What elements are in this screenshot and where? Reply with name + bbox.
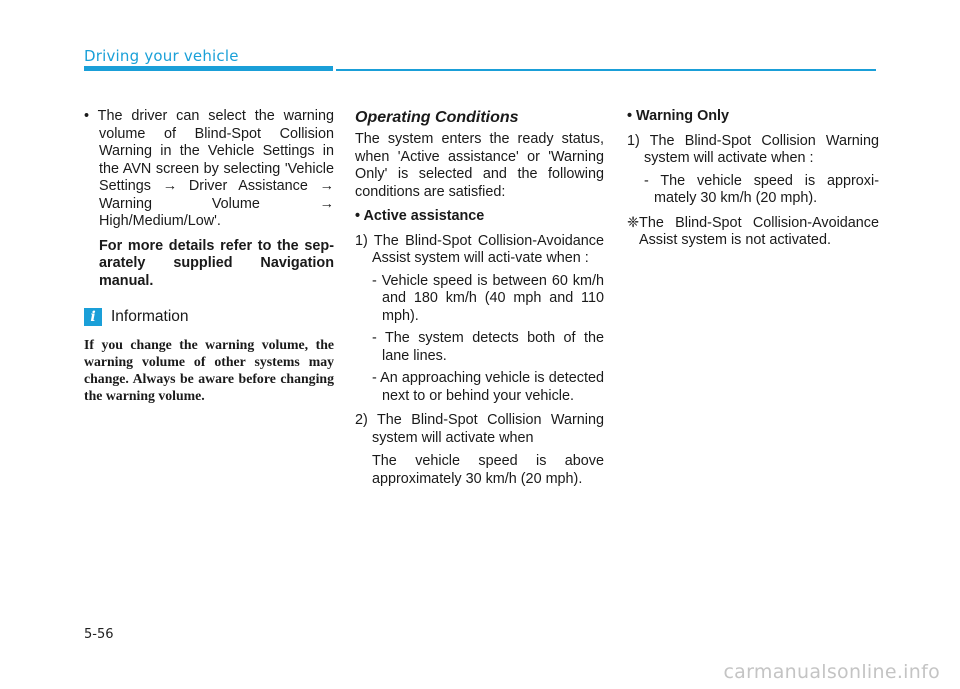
page-number: 5-56 <box>84 627 114 642</box>
information-text: If you change the warning volume, the warning volume of other systems may change. Always be aware before changing the warning volume. <box>84 337 334 403</box>
information-title: Information <box>111 308 189 326</box>
note-text: ❈The Blind-Spot Collision-Avoidance Assist system is not activated. <box>627 214 879 248</box>
watermark: carmanualsonline.info <box>723 661 940 683</box>
section-title: Driving your vehicle <box>84 47 239 65</box>
list-item: - An approaching vehicle is detected next to or behind your vehicle. <box>372 370 604 404</box>
header-rule-thin <box>336 69 876 71</box>
list-item: 1) The Blind-Spot Collision Warning system will activate when : <box>627 132 879 166</box>
operating-conditions-heading: Operating Conditions <box>355 109 519 126</box>
info-icon: i <box>84 308 102 326</box>
bullet-warning-volume: • The driver can select the warning volume of Blind-Spot Collision Warning in the Vehicle Settings in the AVN screen by selecting 'Vehicle Settings → Driver Assistance → Warning Volume → High/Medium/Low'. <box>84 108 334 229</box>
intro-paragraph: The system enters the ready status, when 'Active assistance' or 'Warning Only' is selected and the following conditions are satisfied: <box>355 131 604 200</box>
column-right <box>627 108 879 250</box>
warning-only-label: • Warning Only <box>627 108 730 124</box>
list-item: - The vehicle speed is approxi-mately 30 km/h (20 mph). <box>644 172 879 206</box>
list-item: - The system detects both of the lane lines. <box>372 330 604 364</box>
list-item: - Vehicle speed is between 60 km/h and 180 km/h (40 mph and 110 mph). <box>372 272 604 324</box>
navigation-manual-note: For more details refer to the sep-arately supplied Navigation manual. <box>99 237 334 289</box>
column-left <box>84 108 334 404</box>
header-rule-thick <box>84 66 333 71</box>
list-item: 2) The Blind-Spot Collision Warning system will activate when <box>355 412 604 446</box>
information-header <box>84 308 334 326</box>
active-assistance-label: • Active assistance <box>355 208 485 224</box>
column-middle <box>355 108 604 488</box>
list-item: 1) The Blind-Spot Collision-Avoidance Assist system will acti-vate when : <box>355 232 604 266</box>
list-item: The vehicle speed is above approximately 30 km/h (20 mph). <box>372 453 604 487</box>
